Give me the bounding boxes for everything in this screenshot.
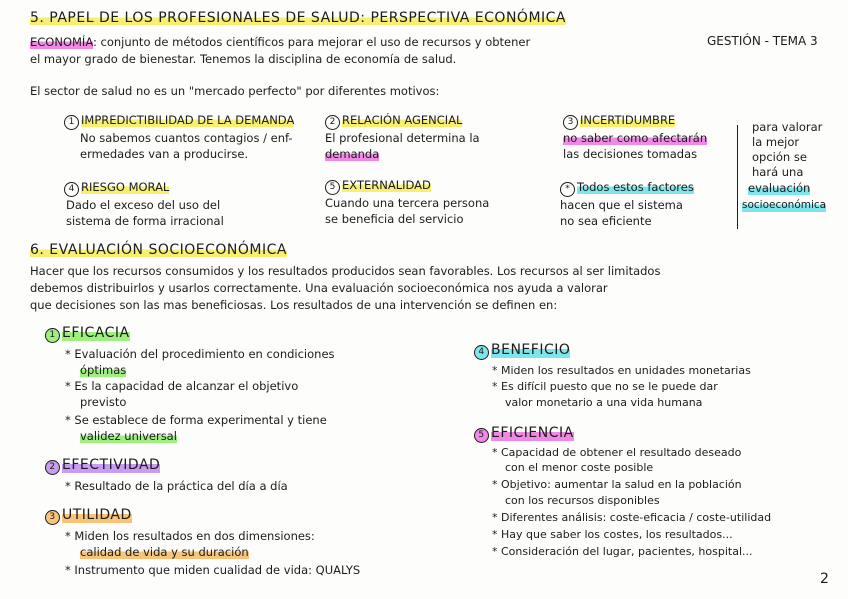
motive-1-label: IMPREDICTIBILIDAD DE LA DEMANDA	[81, 113, 295, 127]
header-right: GESTIÓN - TEMA 3	[707, 34, 818, 48]
eficacia-bullet-3-cont: validez universal	[80, 429, 177, 443]
motive-5-line-1: Cuando una tercera persona	[325, 196, 490, 210]
eficacia-bullet-1: * Evaluación del procedimiento en condiciones	[65, 347, 335, 361]
conclusion-line-1	[560, 180, 694, 197]
eficacia-bullet-2: * Es la capacidad de alcanzar el objetivo	[65, 379, 299, 393]
motive-3-line-2: las decisiones tomadas	[563, 147, 698, 161]
number-1-icon: 1	[45, 328, 60, 343]
brace-divider	[737, 125, 744, 229]
number-4-icon: 4	[474, 345, 489, 360]
beneficio-title	[474, 343, 570, 360]
eficiencia-bullet-4: * Hay que saber los costes, los resultados...	[492, 528, 733, 541]
section-5-intro: El sector de salud no es un "mercado perfecto" por diferentes motivos:	[30, 84, 440, 98]
efectividad-label: EFECTIVIDAD	[62, 457, 161, 473]
eficiencia-label: EFICIENCIA	[491, 425, 574, 441]
eficiencia-bullet-2-cont: con los recursos disponibles	[505, 494, 660, 507]
motive-2-line-2: demanda	[325, 147, 380, 161]
side-note-1: para valorar	[752, 120, 823, 134]
motive-1-title	[64, 113, 294, 130]
motive-3-title	[563, 113, 675, 130]
number-5-icon: 5	[474, 428, 489, 443]
utilidad-bullet-1: * Miden los resultados en dos dimensiones:	[65, 529, 315, 543]
conclusion-line-3: no sea eficiente	[560, 214, 652, 228]
section-6-intro-3: que decisiones son las mas beneficiosas. Los resultados de una intervención se definen en:	[30, 298, 558, 312]
utilidad-bullet-2: * Instrumento que miden cualidad de vida: QUALYS	[65, 563, 361, 577]
side-note-2: la mejor	[752, 135, 800, 149]
motive-5-line-2: se beneficia del servicio	[325, 212, 464, 226]
motive-4-title	[64, 180, 169, 197]
definition-line-1	[30, 35, 530, 49]
beneficio-label: BENEFICIO	[491, 342, 571, 358]
utilidad-bullet-1-cont: calidad de vida y su duración	[80, 545, 249, 559]
side-note-6: socioeconómica	[742, 199, 827, 211]
eficacia-bullet-2-cont: previsto	[80, 395, 127, 409]
efectividad-title	[45, 458, 160, 475]
motive-3-line-1: no saber como afectarán	[563, 131, 708, 145]
eficiencia-bullet-2: * Objetivo: aumentar la salud en la población	[492, 478, 742, 491]
number-4-icon: 4	[64, 182, 79, 197]
motive-5-title	[325, 178, 431, 195]
eficiencia-bullet-1-cont: con el menor coste posible	[505, 461, 654, 474]
eficacia-label: EFICACIA	[62, 325, 130, 341]
page-number: 2	[820, 571, 829, 587]
number-2-icon: 2	[325, 115, 340, 130]
eficiencia-bullet-1: * Capacidad de obtener el resultado deseado	[492, 446, 742, 459]
number-1-icon: 1	[64, 115, 79, 130]
definition-term: ECONOMÍA	[30, 35, 93, 49]
section-6-intro-2: debemos distribuirlos y usarlos correctamente. Una evaluación socioeconómica nos ayuda a valorar	[30, 281, 608, 295]
motive-2-title	[325, 113, 462, 130]
side-note-3: opción se	[752, 150, 807, 164]
motive-1-line-1: No sabemos cuantos contagios / enf-	[80, 131, 293, 145]
section-6-title: 6. EVALUACIÓN SOCIOECONÓMICA	[30, 242, 287, 258]
eficiencia-bullet-5: * Consideración del lugar, pacientes, hospital...	[492, 545, 753, 558]
utilidad-title	[45, 508, 132, 525]
definition-line-2: el mayor grado de bienestar. Tenemos la disciplina de economía de salud.	[30, 52, 457, 66]
side-note-5: evaluación	[748, 181, 811, 195]
motive-4-line-2: sistema de forma irracional	[66, 214, 224, 228]
eficiencia-title	[474, 426, 574, 443]
motive-2-line-1: El profesional determina la	[325, 131, 480, 145]
eficiencia-bullet-3: * Diferentes análisis: coste-eficacia / coste-utilidad	[492, 511, 772, 524]
asterisk-icon: *	[560, 182, 575, 197]
utilidad-label: UTILIDAD	[62, 507, 132, 523]
eficacia-bullet-1-cont: óptimas	[80, 363, 127, 377]
eficacia-title	[45, 326, 130, 343]
beneficio-bullet-1: * Miden los resultados en unidades monetarias	[492, 364, 751, 377]
number-2-icon: 2	[45, 460, 60, 475]
motive-4-line-1: Dado el exceso del uso del	[66, 198, 221, 212]
motive-2-label: RELACIÓN AGENCIAL	[342, 113, 463, 127]
conclusion-text-1: Todos estos factores	[577, 180, 694, 194]
motive-4-label: RIESGO MORAL	[81, 180, 170, 194]
beneficio-bullet-2-cont: valor monetario a una vida humana	[505, 396, 703, 409]
eficacia-bullet-3: * Se establece de forma experimental y tiene	[65, 413, 327, 427]
section-6-intro-1: Hacer que los recursos consumidos y los resultados producidos sean favorables. Los recursos al ser limitados	[30, 264, 661, 278]
beneficio-bullet-2: * Es difícil puesto que no se le puede dar	[492, 380, 718, 393]
motive-5-label: EXTERNALIDAD	[342, 178, 431, 192]
number-5-icon: 5	[325, 180, 340, 195]
definition-text: : conjunto de métodos científicos para mejorar el uso de recursos y obtener	[92, 35, 531, 49]
efectividad-bullet-1: * Resultado de la práctica del día a día	[65, 479, 288, 493]
side-note-4: hará una	[752, 165, 804, 179]
number-3-icon: 3	[45, 510, 60, 525]
conclusion-line-2: hacen que el sistema	[560, 198, 683, 212]
motive-3-label: INCERTIDUMBRE	[580, 113, 676, 127]
number-3-icon: 3	[563, 115, 578, 130]
motive-1-line-2: ermedades van a producirse.	[80, 147, 249, 161]
section-5-title: 5. PAPEL DE LOS PROFESIONALES DE SALUD: PERSPECTIVA ECONÓMICA	[30, 10, 567, 26]
